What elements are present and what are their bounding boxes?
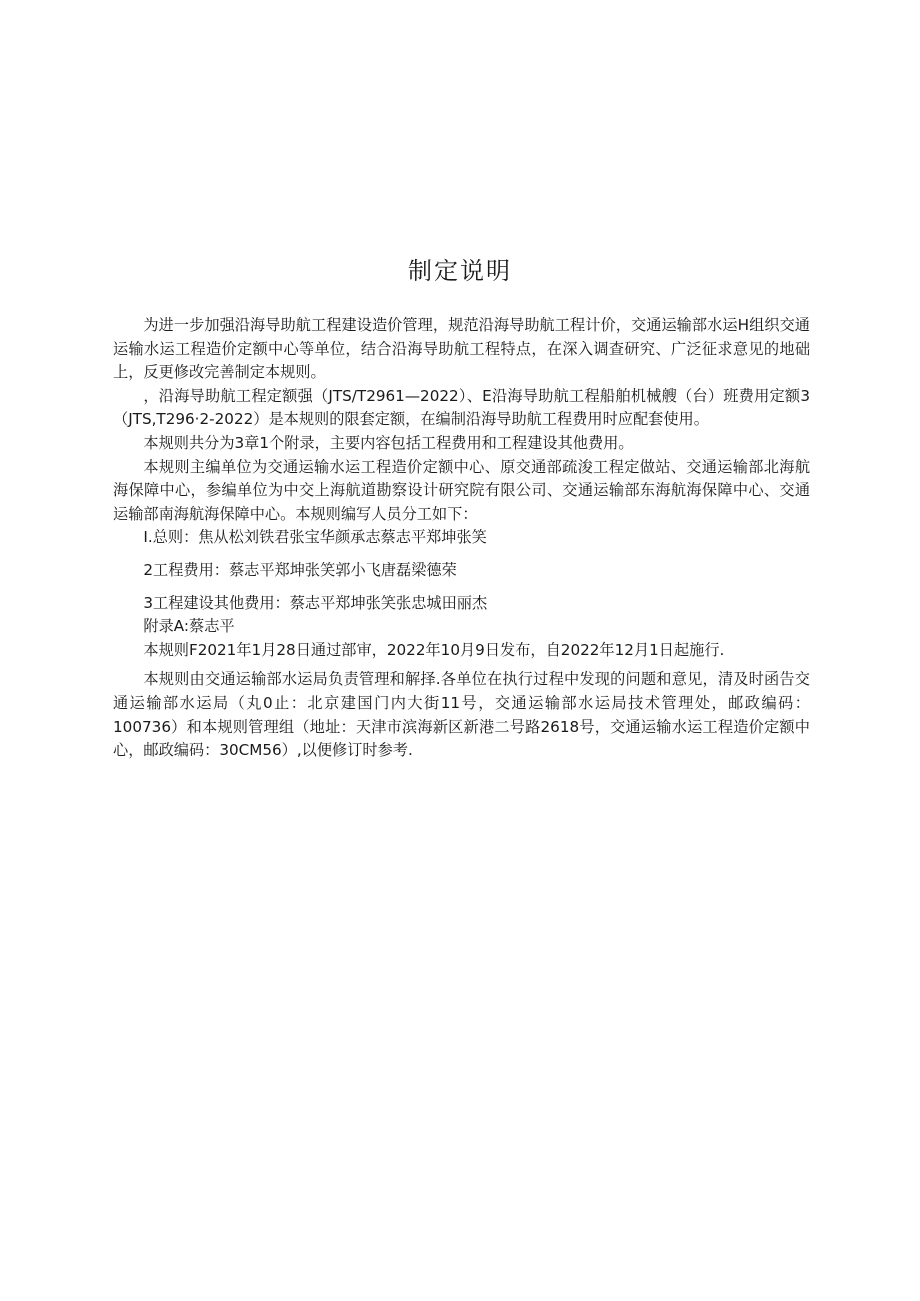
paragraph-management: 本规则由交通运输部水运局负责管理和解择.各单位在执行过程中发现的问题和意见，清及时函告交通运输部水运局（丸0止：北京建国门内大街11号，交通运输部水运局技术管理处，邮政编码：100736）和本规则管理组（地址：天津市滨海新区新港二号路2618号，交通运输水运工程造价定额中心，邮政编码：30CM56）,以便修订时参考. (113, 670, 810, 760)
paragraph-chapter-2-authors: 2工程费用：蔡志平郑坤张笑郭小飞唐磊梁德荣 (143, 560, 457, 579)
paragraph-appendix-authors: 附录A:蔡志平 (143, 617, 235, 636)
document-body (113, 314, 810, 763)
paragraph-effective-date: 本规则F2021年1月28日通过部审，2022年10月9日发布，自2022年12月1日起施行. (143, 640, 725, 659)
paragraph-intro: 为进一步加强沿海导助航工程建设造价管理，规范沿海导助航工程计价，交通运输部水运H组织交通运输水运工程造价定额中心等单位，结合沿海导助航工程特点，在深入调查研究、广泛征求意见的地础上，反更修改完善制定本规则。 (113, 316, 810, 382)
page-title: 制定说明 (408, 257, 512, 285)
paragraph-chapter-1-authors: I.总则：焦从松刘铁君张宝华颜承志蔡志平郑坤张笑 (143, 528, 487, 547)
paragraph-organizations: 本规则主编单位为交通运输水运工程造价定额中心、原交通部疏浚工程定做站、交通运输部北海航海保障中心，参编单位为中交上海航道勘察设计研究院有限公司、交通运输部东海航海保障中心、交通运输部南海航海保障中心。本规则编写人员分工如下： (113, 457, 810, 523)
paragraph-structure: 本规则共分为3章1个附录，主要内容包括工程费用和工程建设其他费用。 (143, 433, 634, 452)
paragraph-chapter-3-authors: 3工程建设其他费用：蔡志平郑坤张笑张忠城田丽杰 (143, 593, 488, 612)
paragraph-related-quotas: ，沿海导助航工程定额强（JTS/T2961—2022）、E沿海导助航工程船舶机械艘（台）班费用定额3（JTS,T296·2-2022）是本规则的限套定额，在编制沿海导助航工程费用时应配套使用。 (113, 386, 810, 429)
